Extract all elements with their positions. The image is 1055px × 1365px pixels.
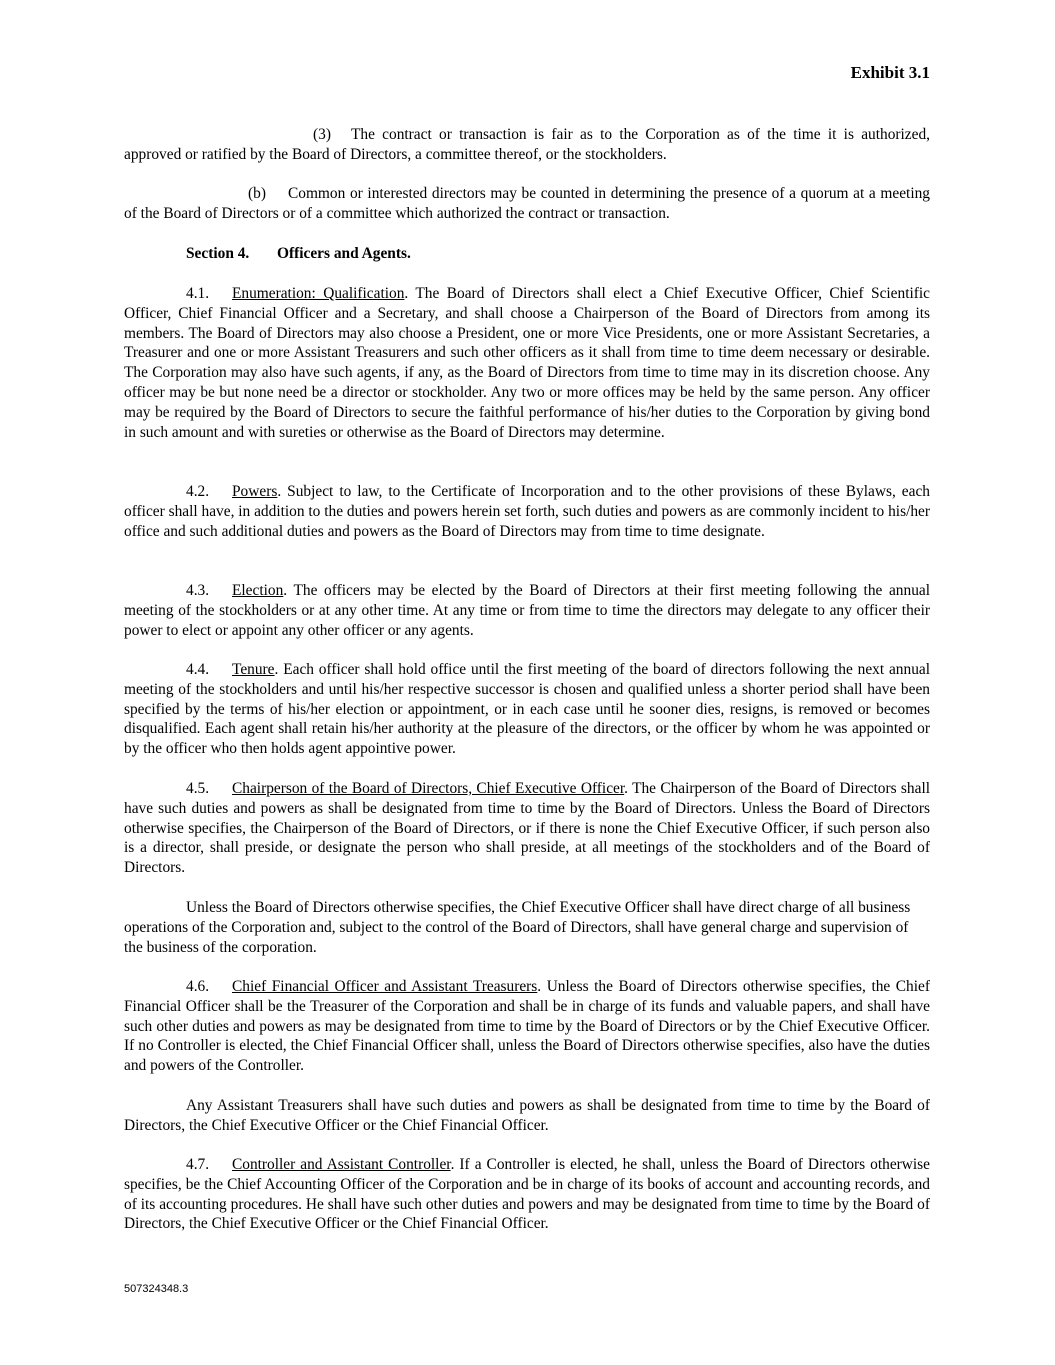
section-heading-text: Enumeration: Qualification: [232, 285, 405, 302]
section-4-5-continued: [124, 898, 914, 957]
section-number: 4.6.: [186, 978, 210, 995]
section-body: . Subject to law, to the Certificate of Incorporation and to the other provisions of these Bylaws, each officer shall have, in addition to the duties and powers herein set forth, such duties and powers as are commonly incident to his/her office and such additional duties and powers as the Board of Directors may from time to time designate.: [124, 483, 930, 540]
section-4-1: [124, 284, 930, 442]
section-heading-text: Election: [232, 582, 284, 599]
section-heading-text: Chief Financial Officer and Assistant Treasurers: [232, 978, 538, 995]
paragraph-text: Common or interested directors may be counted in determining the presence of a quorum at a meeting of the Board of Directors or of a committee which authorized the contract or transaction.: [124, 185, 930, 222]
section-number: 4.7.: [186, 1156, 210, 1173]
section-heading-text: Powers: [232, 483, 278, 500]
section-body: . Unless the Board of Directors otherwise specifies, the Chief Financial Officer shall be the Treasurer of the Corporation and shall be in charge of its funds and valuable papers, and shall have such other duties and powers as may be designated from time to time by the Board of Directors or by the Chief Executive Officer. If no Controller is elected, the Chief Financial Officer shall, unless the Board of Directors otherwise specifies, also have the duties and powers of the Controller.: [124, 978, 930, 1075]
section-4-4: [124, 660, 930, 759]
section-heading-text: Chairperson of the Board of Directors, Chief Executive Officer: [232, 780, 625, 797]
paragraph-b: [124, 184, 930, 224]
section-number: 4.2.: [186, 483, 210, 500]
section-body: . The officers may be elected by the Board of Directors at their first meeting following the annual meeting of the stockholders or at any other time. At any time or from time to time the directors may delegate to any officer their power to elect or appoint any other officer or any agents.: [124, 582, 930, 639]
section-4-7: [124, 1155, 930, 1234]
section-body: Any Assistant Treasurers shall have such duties and powers as shall be designated from time to time by the Board of Directors, the Chief Executive Officer or the Chief Financial Officer.: [124, 1097, 930, 1134]
exhibit-label: Exhibit 3.1: [850, 63, 930, 82]
section-4-6-continued: [124, 1096, 930, 1136]
section-title: Officers and Agents.: [277, 245, 411, 262]
section-body: Unless the Board of Directors otherwise specifies, the Chief Executive Officer shall have direct charge of all business operations of the Corporation and, subject to the control of the Board of Directors, shall have general charge and supervision of the business of the corporation.: [124, 899, 911, 956]
paragraph-3: [124, 125, 930, 165]
section-number: Section 4.: [186, 245, 250, 262]
section-body: . If a Controller is elected, he shall, unless the Board of Directors otherwise specifies, be the Chief Accounting Officer of the Corporation and be in charge of its books of account and accounting records, and of its accounting procedures. He shall have such other duties and powers and may be designated from time to time by the Board of Directors, the Chief Executive Officer or the Chief Financial Officer.: [124, 1156, 930, 1233]
section-heading-text: Tenure: [232, 661, 275, 678]
section-body: . Each officer shall hold office until the first meeting of the board of directors following the next annual meeting of the stockholders and until his/her respective successor is chosen and qualified unless a shorter period shall have been specified by the terms of his/her election or appointment, or in each case until he sooner dies, resigns, is removed or becomes disqualified. Each agent shall retain his/her authority at the pleasure of the directors, or the officer by whom he was appointed or by the officer who then holds agent appointive power.: [124, 661, 930, 758]
section-number: 4.4.: [186, 661, 210, 678]
section-number: 4.5.: [186, 780, 210, 797]
section-heading: [124, 244, 930, 264]
document-id-footer: 507324348.3: [124, 1283, 189, 1295]
section-heading-text: Controller and Assistant Controller: [232, 1156, 451, 1173]
section-4-2: [124, 482, 930, 541]
section-body: . The Board of Directors shall elect a Chief Executive Officer, Chief Scientific Officer, Chief Financial Officer and a Secretary, and shall choose a Chairperson of the Board of Directors from among its members. The Board of Directors may also choose a President, one or more Vice Presidents, one or more Assistant Secretaries, a Treasurer and one or more Assistant Treasurers and such other officers as it shall from time to time deem necessary or desirable. The Corporation may also have such agents, if any, as the Board of Directors from time to time may in its discretion choose. Any officer may be but none need be a director or stockholder. Any two or more offices may be held by the same person. Any officer may be required by the Board of Directors to secure the faithful performance of his/her duties to the Corporation by giving bond in such amount and with sureties or otherwise as the Board of Directors may determine.: [124, 285, 930, 441]
section-4-5: [124, 779, 930, 878]
section-4-3: [124, 581, 930, 640]
section-number: 4.3.: [186, 582, 210, 599]
section-number: 4.1.: [186, 285, 210, 302]
paragraph-number: (3): [313, 126, 331, 143]
paragraph-number: (b): [248, 185, 266, 202]
paragraph-text: The contract or transaction is fair as to the Corporation as of the time it is authorized, approved or ratified by the Board of Directors, a committee thereof, or the stockholders.: [124, 126, 930, 163]
section-4-6: [124, 977, 930, 1076]
section-body: . The Chairperson of the Board of Directors shall have such duties and powers as shall be designated from time to time by the Board of Directors. Unless the Board of Directors otherwise specifies, the Chairperson of the Board of Directors, or if there is none the Chief Executive Officer, if such person also is a director, shall preside, or designate the person who shall preside, at all meetings of the stockholders and of the Board of Directors.: [124, 780, 930, 877]
